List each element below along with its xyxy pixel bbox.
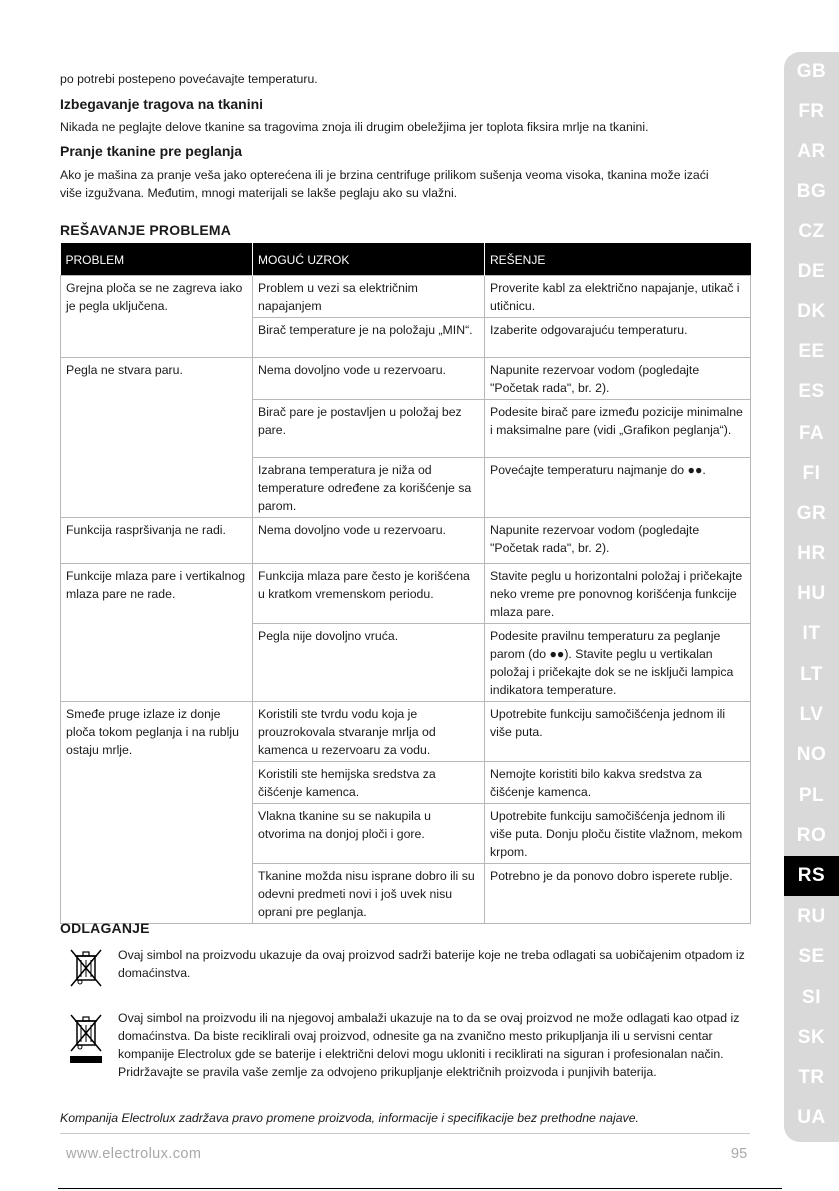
header-problem: PROBLEM (61, 243, 253, 276)
language-tab-fr[interactable]: FR (798, 101, 825, 122)
language-tab-tr[interactable]: TR (798, 1067, 825, 1088)
language-tab-de[interactable]: DE (797, 261, 826, 282)
solution-cell: Nemojte koristiti bilo kakva sredstva za čišćenje kamenca. (485, 762, 751, 804)
cause-cell: Birač pare je postavljen u položaj bez pare. (253, 400, 485, 458)
cause-cell: Problem u vezi sa električnim napajanjem (253, 276, 485, 318)
footer-url: www.electrolux.com (66, 1146, 202, 1162)
problem-cell: Grejna ploča se ne zagreva iako je pegla uključena. (61, 276, 253, 358)
language-tab-rs-active[interactable]: RS (784, 856, 839, 896)
washing-text-line1: Ako je mašina za pranje veša jako opterećena ili je brzina centrifuge prilikom sušenja veoma visoka, tkanina može izaći (60, 168, 709, 182)
solution-cell: Upotrebite funkciju samočišćenja jednom ili više puta. (485, 702, 751, 762)
language-tab-fa[interactable]: FA (798, 423, 825, 444)
solution-cell: Podesite pravilnu temperaturu za peglanje parom (do ●●). Stavite peglu u vertikalan položaj i pričekajte dok se ne isključi lampica indikatora temperature. (485, 624, 751, 702)
language-tab-gr[interactable]: GR (796, 503, 827, 524)
bottom-rule (58, 1188, 782, 1189)
disclaimer-note: Kompanija Electrolux zadržava pravo promene proizvoda, informacije i specifikacije bez prethodne najave. (60, 1111, 639, 1125)
header-cause: MOGUĆ UZROK (253, 243, 485, 276)
cause-cell: Tkanine možda nisu isprane dobro ili su odevni predmeti novi i još uvek nisu oprani pre peglanja. (253, 864, 485, 924)
washing-text-line2: više izgužvana. Međutim, mnogi materijali se lakše peglaju ako su vlažni. (60, 186, 458, 200)
language-tab-fi[interactable]: FI (802, 463, 821, 484)
cause-cell: Izabrana temperatura je niža od temperature određene za korišćenje sa parom. (253, 458, 485, 518)
language-tab-dk[interactable]: DK (797, 301, 826, 322)
stains-text: Nikada ne peglajte delove tkanine sa tragovima znoja ili drugim obeležjima jer toplota fiksira mrlje na tkanini. (60, 120, 649, 134)
language-tab-si[interactable]: SI (802, 987, 821, 1008)
problem-cell: Smeđe pruge izlaze iz donje ploča tokom peglanja i na rublju ostaju mrlje. (61, 702, 253, 924)
intro-line: po potrebi postepeno povećavajte temperaturu. (60, 72, 318, 86)
language-tab-no[interactable]: NO (796, 744, 827, 765)
language-tab-ee[interactable]: EE (798, 341, 825, 362)
crossed-out-bin-icon (68, 948, 104, 988)
cause-cell: Koristili ste tvrdu vodu koja je prouzrokovala stvaranje mrlja od kamenca u rezervoaru za vodu. (253, 702, 485, 762)
table-row (61, 518, 751, 564)
cause-cell: Pegla nije dovoljno vruća. (253, 624, 485, 702)
language-tab-se[interactable]: SE (798, 946, 825, 967)
solution-cell: Potrebno je da ponovo dobro isperete rublje. (485, 864, 751, 924)
language-tabs (784, 52, 839, 1142)
language-tab-lv[interactable]: LV (799, 704, 824, 725)
language-tab-hr[interactable]: HR (797, 543, 826, 564)
cause-cell: Nema dovoljno vode u rezervoaru. (253, 358, 485, 400)
language-tab-ro[interactable]: RO (796, 825, 827, 846)
stains-heading: Izbegavanje tragova na tkanini (60, 96, 264, 112)
table-row (61, 564, 751, 624)
language-tab-pl[interactable]: PL (798, 785, 825, 806)
solution-cell: Povećajte temperaturu najmanje do ●●. (485, 458, 751, 518)
problem-cell: Funkcije mlaza pare i vertikalnog mlaza pare ne rade. (61, 564, 253, 702)
troubleshooting-title: REŠAVANJE PROBLEMA (60, 222, 232, 238)
language-tab-it[interactable]: IT (802, 623, 821, 644)
cause-cell: Nema dovoljno vode u rezervoaru. (253, 518, 485, 564)
troubleshooting-table (60, 243, 751, 924)
cause-cell: Vlakna tkanine su se nakupila u otvorima na donjoj ploči i gore. (253, 804, 485, 864)
solution-cell: Stavite peglu u horizontalni položaj i pričekajte neko vreme pre ponovnog korišćenja funkcije mlaza pare. (485, 564, 751, 624)
language-tab-ua[interactable]: UA (797, 1107, 826, 1128)
language-tab-hu[interactable]: HU (797, 583, 826, 604)
disposal-text-1: Ovaj simbol na proizvodu ukazuje da ovaj proizvod sadrži baterije koje ne treba odlagati sa uobičajenim otpadom iz domaćinstva. (118, 948, 745, 980)
language-tab-ru[interactable]: RU (797, 906, 826, 927)
language-tab-lt[interactable]: LT (800, 664, 823, 685)
crossed-out-bin-icon (68, 1013, 104, 1065)
disposal-title: ODLAGANJE (60, 920, 150, 936)
page-number: 95 (731, 1146, 748, 1162)
cause-cell: Birač temperature je na položaju „MIN“. (253, 318, 485, 358)
washing-heading: Pranje tkanine pre peglanja (60, 143, 243, 159)
table-row (61, 276, 751, 318)
language-tab-ar[interactable]: AR (797, 141, 826, 162)
language-tab-gb[interactable]: GB (796, 61, 827, 82)
solution-cell: Izaberite odgovarajuću temperaturu. (485, 318, 751, 358)
cause-cell: Koristili ste hemijska sredstva za čišćenje kamenca. (253, 762, 485, 804)
disposal-text-2: Ovaj simbol na proizvodu ili na njegovoj ambalaži ukazuje na to da se ovaj proizvod ne može odlagati kao otpad iz domaćinstva. Da biste reciklirali ovaj proizvod, odnesite ga na zvanično mesto prikupljanja ili u servisni centar kompanije Electrolux gde se baterije i električni delovi mogu ukloniti i reciklirati na siguran i profesionalan način. Pridržavajte se pravila vaše zemlje za odvojeno prikupljanje električnih proizvoda i punjivih baterija. (118, 1011, 740, 1079)
solution-cell: Proverite kabl za električno napajanje, utikač i utičnicu. (485, 276, 751, 318)
language-tab-cz[interactable]: CZ (798, 221, 825, 242)
problem-cell: Pegla ne stvara paru. (61, 358, 253, 518)
language-tab-bg[interactable]: BG (796, 181, 827, 202)
cause-cell: Funkcija mlaza pare često je korišćena u kratkom vremenskom periodu. (253, 564, 485, 624)
solution-cell: Podesite birač pare između pozicije minimalne i maksimalne pare (vidi „Grafikon peglanja“). (485, 400, 751, 458)
header-solution: REŠENJE (485, 243, 751, 276)
solution-cell: Napunite rezervoar vodom (pogledajte "Početak rada", br. 2). (485, 358, 751, 400)
solution-cell: Upotrebite funkciju samočišćenja jednom ili više puta. Donju ploču čistite vlažnom, mekom krpom. (485, 804, 751, 864)
footer-divider (60, 1133, 750, 1134)
table-header-row (61, 243, 751, 276)
language-tab-es[interactable]: ES (798, 381, 825, 402)
solution-cell: Napunite rezervoar vodom (pogledajte "Početak rada", br. 2). (485, 518, 751, 564)
problem-cell: Funkcija raspršivanja ne radi. (61, 518, 253, 564)
table-row (61, 358, 751, 400)
table-row (61, 702, 751, 762)
language-tab-sk[interactable]: SK (797, 1027, 826, 1048)
